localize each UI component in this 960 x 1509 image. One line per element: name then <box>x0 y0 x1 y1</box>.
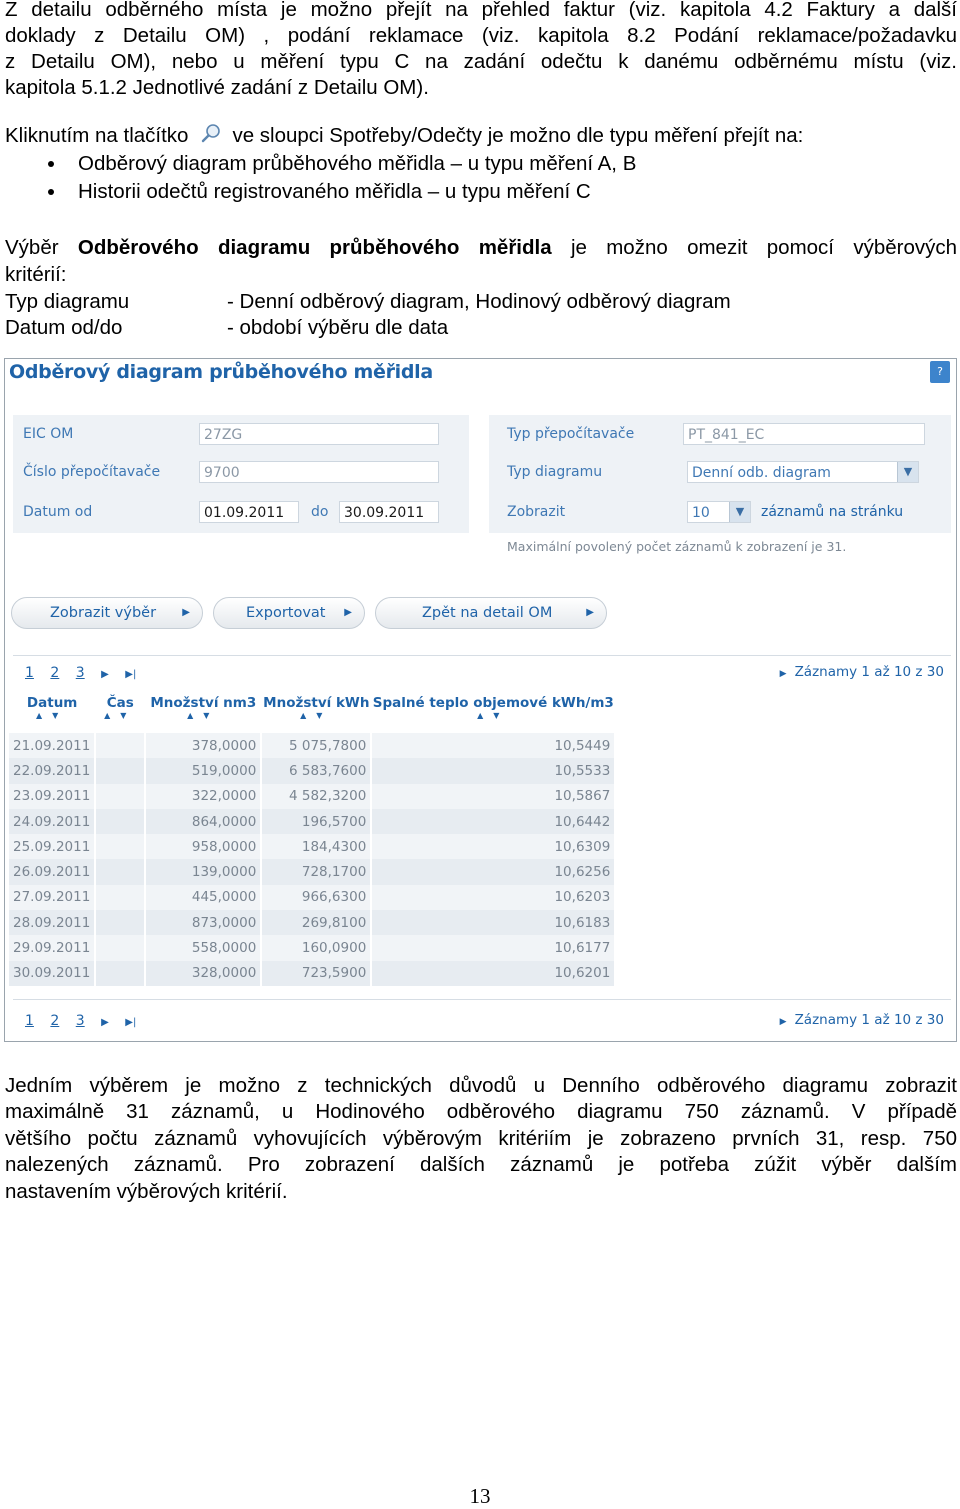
chevron-right-icon: ▶ <box>779 669 787 679</box>
datum-od-label: Datum od <box>23 504 93 520</box>
criterion-key: Datum od/do <box>5 316 123 339</box>
filter-row <box>13 417 469 451</box>
max-records-note: Maximální povolený počet záznamů k zobrazení je 31. <box>507 539 847 554</box>
cell-spalne-teplo: 10,5867 <box>371 784 615 809</box>
filter-row <box>13 455 469 489</box>
cell-kwh: 728,1700 <box>261 859 371 884</box>
cell-datum: 28.09.2011 <box>9 910 95 935</box>
table-row <box>9 910 615 935</box>
sort-arrows-icon[interactable]: ▲▼ <box>35 711 69 720</box>
data-table <box>9 695 616 986</box>
cell-cas <box>95 834 145 859</box>
table-row <box>9 885 615 910</box>
cell-cas <box>95 859 145 884</box>
filter-column-right <box>489 415 951 533</box>
cell-datum: 25.09.2011 <box>9 834 95 859</box>
outro-line-4: nalezených záznamů. Pro zobrazení dalších záznamů je potřeba zúžit výběr dalším <box>5 1153 957 1176</box>
chevron-right-icon: ▶ <box>182 607 190 618</box>
filter-row <box>489 455 951 489</box>
chevron-down-icon[interactable]: ▼ <box>897 462 918 482</box>
intro-line-3: z Detailu OM), nebo u měření typu C na zadání odečtu k danému odběrnému místu (viz. <box>5 50 957 73</box>
cell-nm3: 958,0000 <box>145 834 261 859</box>
cell-spalne-teplo: 10,6177 <box>371 935 615 960</box>
sort-arrows-icon[interactable]: ▲▼ <box>104 711 137 720</box>
chevron-right-icon: ▶ <box>344 607 352 618</box>
cell-datum: 22.09.2011 <box>9 758 95 783</box>
table-row <box>9 859 615 884</box>
intro-line-1: Z detailu odběrného místa je možno přejít na přehled faktur (viz. kapitola 4.2 Faktury a další <box>5 0 957 21</box>
cell-spalne-teplo: 10,6201 <box>371 961 615 986</box>
cell-spalne-teplo: 10,6183 <box>371 910 615 935</box>
cell-datum: 23.09.2011 <box>9 784 95 809</box>
divider <box>13 655 951 656</box>
column-header-label: Spalné teplo objemové kWh/m3 <box>372 695 614 711</box>
cell-nm3: 328,0000 <box>145 961 261 986</box>
cell-kwh: 160,0900 <box>261 935 371 960</box>
selection-pre: Výběr <box>5 236 59 259</box>
selection-line-2: kritérií: <box>5 263 67 286</box>
table-row <box>9 834 615 859</box>
export-button[interactable] <box>213 597 365 629</box>
cell-nm3: 519,0000 <box>145 758 261 783</box>
intro-line-2: doklady z Detailu OM) , podání reklamace (viz. kapitola 8.2 Podání reklamace/požadavku <box>5 24 957 47</box>
outro-line-3: většího počtu záznamů vyhovujících výběrovým kritériím je zobrazeno prvních 31, resp. 750 <box>5 1127 957 1150</box>
pager-top <box>25 665 148 681</box>
criterion-key: Typ diagramu <box>5 290 130 313</box>
cell-kwh: 6 583,7600 <box>261 758 371 783</box>
zobrazit-select[interactable] <box>687 501 751 523</box>
cislo-field[interactable]: 9700 <box>199 461 439 483</box>
column-header[interactable] <box>9 695 95 733</box>
selection-bold: Odběrového diagramu průběhového měřidla <box>77 236 552 259</box>
sort-arrows-icon[interactable]: ▲▼ <box>187 711 220 720</box>
export-label: Exportovat <box>246 605 326 621</box>
cell-kwh: 269,8100 <box>261 910 371 935</box>
cell-nm3: 864,0000 <box>145 809 261 834</box>
criterion-row <box>5 289 731 315</box>
cislo-label: Číslo přepočítavače <box>23 464 161 480</box>
column-header[interactable] <box>371 695 615 733</box>
cell-cas <box>95 935 145 960</box>
back-to-detail-button[interactable] <box>375 597 607 629</box>
page-number: 13 <box>469 1484 491 1508</box>
click-text-after: ve sloupci Spotřeby/Odečty je možno dle typu měření přejít na: <box>232 124 804 147</box>
zobrazit-suffix: záznamů na stránku <box>761 504 904 520</box>
cell-kwh: 184,4300 <box>261 834 371 859</box>
cell-kwh: 5 075,7800 <box>261 733 371 758</box>
cell-cas <box>95 885 145 910</box>
column-header[interactable] <box>261 695 371 733</box>
cell-kwh: 723,5900 <box>261 961 371 986</box>
screenshot-panel <box>4 358 957 1042</box>
filter-row <box>489 417 951 451</box>
page-link[interactable]: 3 <box>75 665 85 681</box>
cell-nm3: 322,0000 <box>145 784 261 809</box>
table-row <box>9 961 615 986</box>
divider <box>13 999 951 1000</box>
cell-nm3: 558,0000 <box>145 935 261 960</box>
bullet-item: Odběrový diagram průběhového měřidla – u typu měření A, B <box>0 150 636 178</box>
records-info-top <box>780 664 944 680</box>
cell-cas <box>95 758 145 783</box>
bullet-item: Historii odečtů registrovaného měřidla – u typu měření C <box>0 178 636 206</box>
table-row <box>9 809 615 834</box>
typ-prep-label: Typ přepočítavače <box>507 426 635 442</box>
cell-spalne-teplo: 10,6256 <box>371 859 615 884</box>
cell-cas <box>95 809 145 834</box>
cell-kwh: 4 582,3200 <box>261 784 371 809</box>
typ-prep-field[interactable]: PT_841_EC <box>683 423 925 445</box>
filter-form <box>13 415 951 555</box>
records-text: Záznamy 1 až 10 z 30 <box>794 664 944 680</box>
click-instruction <box>5 123 957 150</box>
page-link[interactable]: 1 <box>25 1013 34 1029</box>
eic-label: EIC OM <box>23 426 74 442</box>
next-page-icon[interactable]: ▶ <box>101 1017 109 1028</box>
back-to-detail-label: Zpět na detail OM <box>422 605 553 621</box>
filter-row <box>489 495 951 529</box>
criterion-row <box>5 315 448 341</box>
records-text: Záznamy 1 až 10 z 30 <box>794 1012 944 1028</box>
show-selection-button[interactable] <box>11 597 203 629</box>
criterion-value: - období výběru dle data <box>227 316 449 339</box>
pager-bottom <box>25 1013 148 1029</box>
records-info-bottom <box>780 1012 944 1028</box>
search-icon <box>200 123 224 145</box>
selection-line-1 <box>5 235 957 262</box>
outro-line-1: Jedním výběrem je možno z technických důvodů u Denního odběrového diagramu zobrazit <box>5 1074 957 1097</box>
typ-diag-select[interactable] <box>687 461 919 483</box>
table-row <box>9 733 615 758</box>
column-header[interactable] <box>145 695 261 733</box>
table-header-row <box>9 695 615 733</box>
cell-cas <box>95 733 145 758</box>
next-page-icon[interactable]: ▶ <box>101 669 109 680</box>
column-header-label: Množství kWh <box>263 695 370 711</box>
page-link[interactable]: 3 <box>75 1013 85 1029</box>
show-selection-label: Zobrazit výběr <box>50 605 157 621</box>
panel-title: Odběrový diagram průběhového měřidla <box>9 361 433 383</box>
cell-datum: 30.09.2011 <box>9 961 95 986</box>
cell-cas <box>95 784 145 809</box>
cell-nm3: 139,0000 <box>145 859 261 884</box>
cell-nm3: 445,0000 <box>145 885 261 910</box>
outro-line-2: maximálně 31 záznamů, u Hodinového odběrového diagramu 750 záznamů. V případě <box>5 1100 957 1123</box>
eic-field[interactable]: 27ZG <box>199 423 439 445</box>
cell-nm3: 378,0000 <box>145 733 261 758</box>
cell-datum: 27.09.2011 <box>9 885 95 910</box>
typ-diag-value: Denní odb. diagram <box>692 465 831 481</box>
page-link[interactable]: 2 <box>50 1013 60 1029</box>
zobrazit-label: Zobrazit <box>507 504 566 520</box>
column-header-label: Množství nm3 <box>150 695 257 711</box>
cell-spalne-teplo: 10,5533 <box>371 758 615 783</box>
intro-line-4: kapitola 5.1.2 Jednotlivé zadání z Detailu OM). <box>5 76 429 99</box>
cell-datum: 26.09.2011 <box>9 859 95 884</box>
zobrazit-value: 10 <box>692 505 710 521</box>
table-row <box>9 784 615 809</box>
do-label: do <box>311 504 329 520</box>
filter-column-left <box>13 415 469 533</box>
click-text-before: Kliknutím na tlačítko <box>5 124 189 147</box>
bullet-list <box>0 150 636 206</box>
cell-nm3: 873,0000 <box>145 910 261 935</box>
cell-datum: 29.09.2011 <box>9 935 95 960</box>
filter-row <box>13 495 469 529</box>
cell-datum: 24.09.2011 <box>9 809 95 834</box>
sort-arrows-icon[interactable]: ▲▼ <box>477 711 510 720</box>
cell-cas <box>95 910 145 935</box>
column-header-label: Datum <box>26 695 78 711</box>
datum-do-field[interactable]: 30.09.2011 <box>339 501 439 523</box>
column-header[interactable] <box>95 695 145 733</box>
cell-datum: 21.09.2011 <box>9 733 95 758</box>
table-row <box>9 935 615 960</box>
cell-spalne-teplo: 10,6203 <box>371 885 615 910</box>
cell-spalne-teplo: 10,5449 <box>371 733 615 758</box>
typ-diag-label: Typ diagramu <box>507 464 603 480</box>
selection-post: je možno omezit pomocí výběrových <box>570 236 957 259</box>
outro-line-5: nastavením výběrových kritérií. <box>5 1180 288 1203</box>
cell-kwh: 196,5700 <box>261 809 371 834</box>
last-page-icon[interactable]: ▶| <box>125 669 137 680</box>
cell-cas <box>95 961 145 986</box>
sort-arrows-icon[interactable]: ▲▼ <box>300 711 333 720</box>
page-link[interactable]: 1 <box>25 665 34 681</box>
cell-kwh: 966,6300 <box>261 885 371 910</box>
chevron-right-icon: ▶ <box>779 1017 787 1027</box>
cell-spalne-teplo: 10,6309 <box>371 834 615 859</box>
chevron-right-icon: ▶ <box>586 607 594 618</box>
datum-od-field[interactable]: 01.09.2011 <box>199 501 299 523</box>
page-link[interactable]: 2 <box>50 665 60 681</box>
cell-spalne-teplo: 10,6442 <box>371 809 615 834</box>
last-page-icon[interactable]: ▶| <box>125 1017 137 1028</box>
criterion-value: - Denní odběrový diagram, Hodinový odběrový diagram <box>227 290 731 313</box>
chevron-down-icon[interactable]: ▼ <box>729 502 750 522</box>
help-icon[interactable]: ? <box>930 361 950 383</box>
column-header-label: Čas <box>106 695 134 711</box>
table-row <box>9 758 615 783</box>
